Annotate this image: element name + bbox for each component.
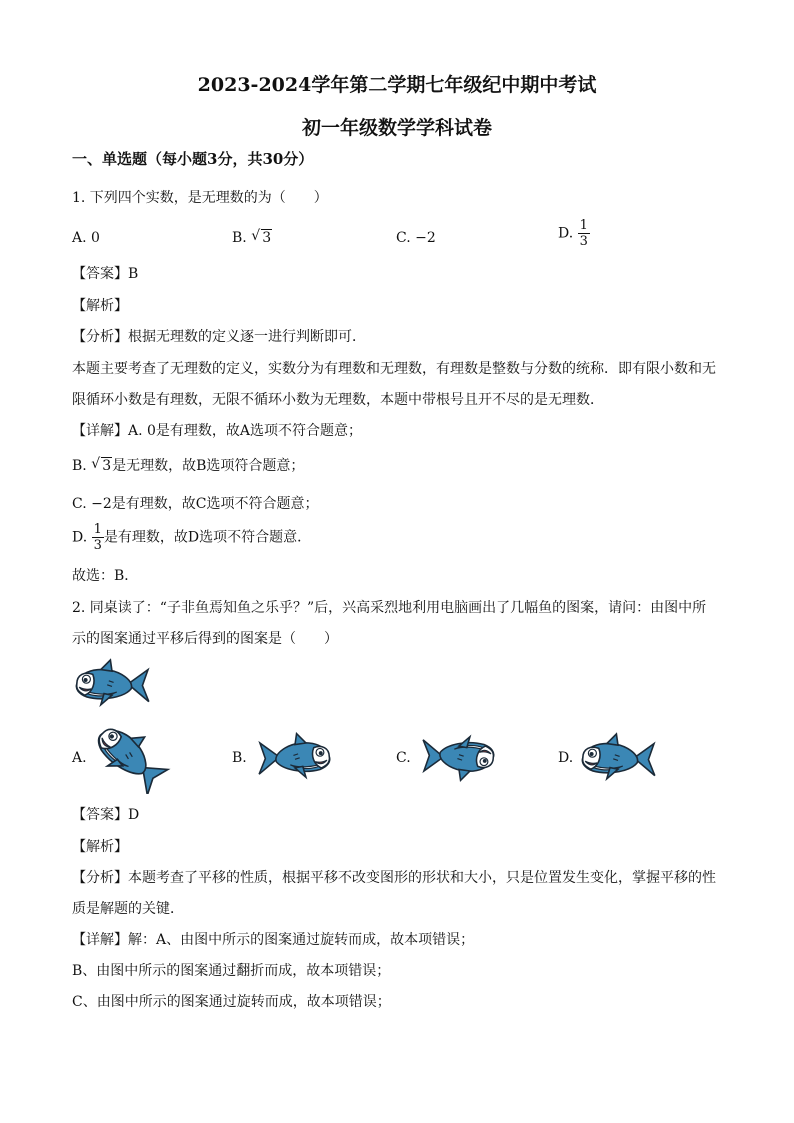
shark-option-a-image[interactable] bbox=[88, 720, 172, 794]
q1-conclusion: 故选：B． bbox=[72, 568, 139, 584]
fraction: $\frac{1}{3}$ bbox=[579, 218, 588, 249]
q1-detail-c: C. −2是有理数，故C选项不符合题意； bbox=[72, 496, 319, 512]
shark-option-b-image[interactable] bbox=[256, 732, 334, 782]
shark-original-image bbox=[72, 658, 152, 710]
sqrt-symbol: √ 3 bbox=[91, 456, 112, 474]
q1-answer: 【答案】B bbox=[72, 266, 139, 282]
q1-detail-d: D. $\frac{1}{3}$ 是有理数，故D选项不符合题意． bbox=[72, 522, 312, 553]
q1-explain-line2: 限循环小数是有理数，无限不循环小数为无理数，本题中带根号且开不尽的是无理数． bbox=[72, 392, 604, 408]
q2-detail-b: B、由图中所示的图案通过翻折而成，故本项错误； bbox=[72, 963, 391, 979]
q1-detail-b: B. √ 3是无理数，故B选项符合题意； bbox=[72, 456, 305, 474]
q2-analysis-tag: 【解析】 bbox=[72, 839, 128, 855]
sqrt-symbol: √ 3 bbox=[251, 228, 272, 246]
fraction: $\frac{1}{3}$ bbox=[93, 522, 102, 553]
q2-option-c-label: C. bbox=[396, 750, 411, 766]
q1-option-b: B. √ 3 bbox=[232, 228, 272, 246]
q2-stem-line2: 示的图案通过平移后得到的图案是（ ） bbox=[72, 631, 338, 647]
exam-title: 2023-2024学年第二学期七年级纪中期中考试 bbox=[197, 74, 597, 96]
q2-option-b-label: B. bbox=[232, 750, 247, 766]
q2-stem-line1: 2. 同桌读了：“子非鱼焉知鱼之乐乎？”后，兴高采烈地利用电脑画出了几幅鱼的图案，请问：由图中所 bbox=[72, 600, 707, 616]
q1-explain-line1: 本题主要考查了无理数的定义，实数分为有理数和无理数，有理数是整数与分数的统称．即有限小数和无 bbox=[72, 361, 716, 377]
shark-option-c-image[interactable] bbox=[420, 730, 498, 784]
q1-option-c: C. −2 bbox=[396, 230, 436, 246]
exam-subtitle: 初一年级数学学科试卷 bbox=[301, 117, 492, 139]
q2-option-d-label: D. bbox=[558, 750, 574, 766]
q2-answer: 【答案】D bbox=[72, 807, 140, 823]
q1-option-d: D. $\frac{1}{3}$ bbox=[558, 218, 588, 249]
q1-stem: 1. 下列四个实数，是无理数的为（ ） bbox=[72, 190, 328, 206]
q2-option-a-label: A. bbox=[72, 750, 87, 766]
q2-detail-a: 【详解】解：A、由图中所示的图案通过旋转而成，故本项错误； bbox=[72, 932, 475, 948]
section-heading: 一、单选题（每小题3分，共30分） bbox=[72, 150, 314, 168]
q2-analysis-line1: 【分析】本题考查了平移的性质，根据平移不改变图形的形状和大小，只是位置发生变化，掌握平移的性 bbox=[72, 870, 716, 886]
q1-analysis: 【分析】根据无理数的定义逐一进行判断即可． bbox=[72, 329, 366, 345]
q2-analysis-line2: 质是解题的关键． bbox=[72, 901, 184, 917]
q1-detail-a: 【详解】A. 0是有理数，故A选项不符合题意； bbox=[72, 423, 363, 439]
shark-option-d-image[interactable] bbox=[578, 732, 658, 784]
q1-analysis-tag: 【解析】 bbox=[72, 298, 128, 314]
q2-detail-c: C、由图中所示的图案通过旋转而成，故本项错误； bbox=[72, 994, 391, 1010]
q1-option-a: A. 0 bbox=[72, 230, 100, 246]
